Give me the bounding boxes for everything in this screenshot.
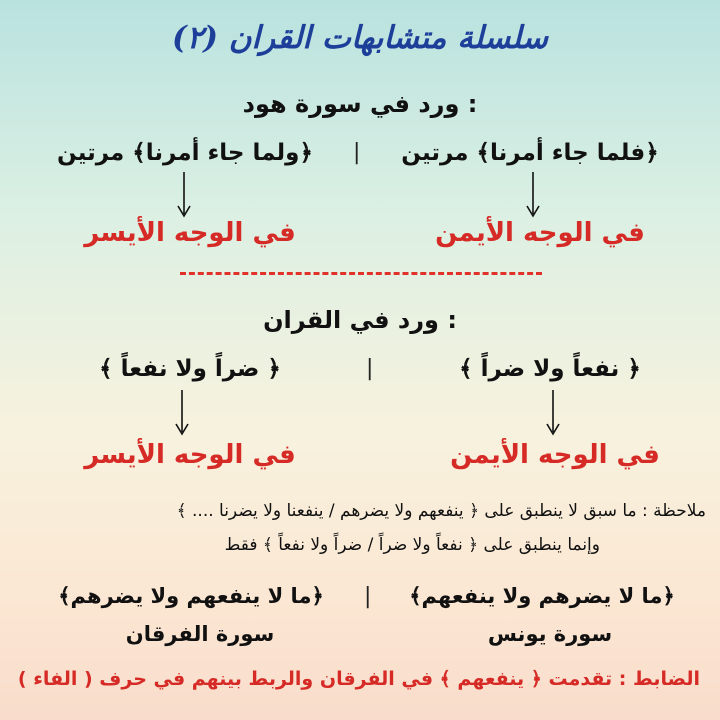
section3-separator: | (364, 584, 372, 609)
down-arrow-icon (526, 172, 540, 218)
note-line-2: وإنما ينطبق على ﴿ نفعاً ولا ضراً / ضراً ولا نفعاً ﴾ فقط (224, 535, 600, 555)
section3-left-sura: سورة الفرقان (125, 622, 275, 646)
down-arrow-icon (546, 390, 560, 436)
section1-left-result: في الوجه الأيسر (84, 218, 296, 248)
down-arrow-icon (177, 172, 191, 218)
page-title: سلسلة متشابهات القران (٢) (172, 20, 548, 56)
section2-right-phrase: ﴿ نفعاً ولا ضراً ﴾ (459, 356, 641, 382)
section2-right-result: في الوجه الأيمن (450, 440, 660, 470)
section1-right-result: في الوجه الأيمن (435, 218, 645, 248)
section2-separator: | (366, 356, 374, 381)
down-arrow-icon (175, 390, 189, 436)
section3-right-phrase: ﴿ما لا يضرهم ولا ينفعهم﴾ (409, 584, 675, 608)
section3-right-sura: سورة يونس (487, 622, 613, 646)
section1-heading: ورد في سورة هود : (242, 90, 478, 118)
section2-left-phrase: ﴿ ضراً ولا نفعاً ﴾ (99, 356, 281, 382)
section1-separator: | (353, 140, 361, 165)
section2-left-result: في الوجه الأيسر (84, 440, 296, 470)
note-line-1: ملاحظة : ما سبق لا ينطبق على ﴿ ينفعهم ولا يضرهم / ينفعنا ولا يضرنا .... ﴾ (176, 501, 706, 521)
section1-left-phrase: ﴿ولما جاء أمرنا﴾ مرتين (57, 140, 313, 166)
section1-right-phrase: ﴿فلما جاء أمرنا﴾ مرتين (401, 140, 659, 166)
section3-left-phrase: ﴿ما لا ينفعهم ولا يضرهم﴾ (58, 584, 324, 608)
rule-text: الضابط : تقدمت ﴿ ينفعهم ﴾ في الفرقان والربط بينهم في حرف ( الفاء ) (17, 668, 700, 690)
dashed-divider (180, 272, 542, 275)
section2-heading: ورد في القران : (263, 306, 457, 334)
